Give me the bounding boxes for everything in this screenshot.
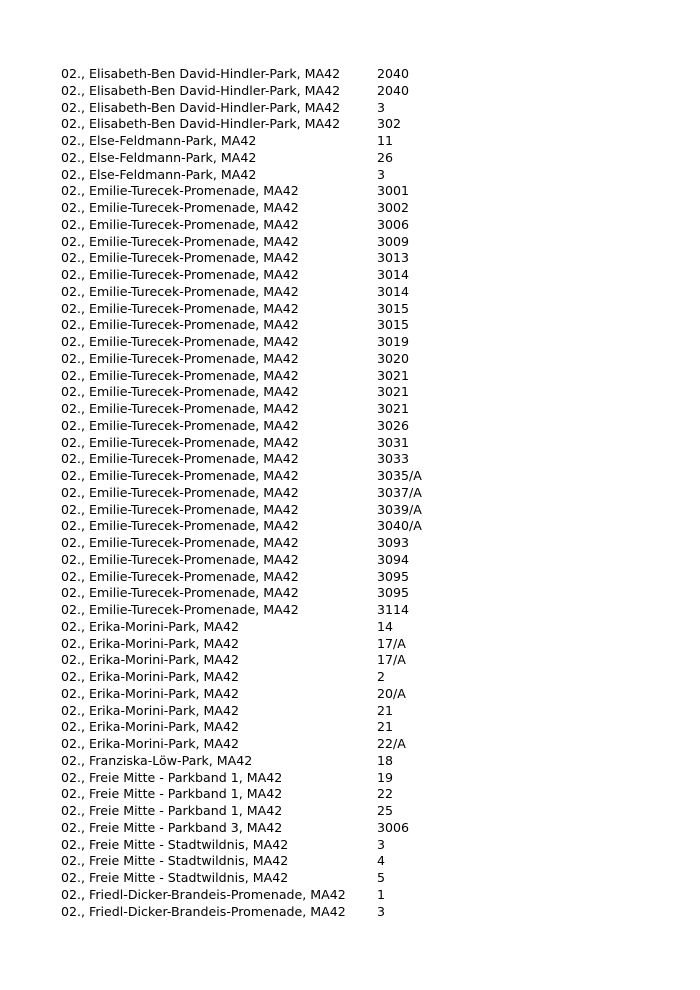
location-name: 02., Emilie-Turecek-Promenade, MA42 (61, 585, 299, 601)
list-item (61, 451, 621, 468)
location-name: 02., Emilie-Turecek-Promenade, MA42 (61, 501, 299, 517)
list-item (61, 719, 621, 736)
location-number: 18 (377, 752, 394, 768)
list-item (61, 66, 621, 83)
list-item (61, 518, 621, 535)
location-name: 02., Emilie-Turecek-Promenade, MA42 (61, 434, 299, 450)
location-name: 02., Erika-Morini-Park, MA42 (61, 736, 240, 751)
location-name: 02., Erika-Morini-Park, MA42 (61, 635, 240, 651)
location-name: 02., Emilie-Turecek-Promenade, MA42 (61, 200, 299, 215)
location-name: 02., Freie Mitte - Parkband 1, MA42 (61, 786, 283, 802)
list-item (61, 820, 621, 837)
location-number: 3021 (377, 367, 410, 383)
location-number: 3015 (377, 317, 410, 333)
location-name: 02., Elisabeth-Ben David-Hindler-Park, MA42 (61, 116, 341, 132)
location-name: 02., Freie Mitte - Stadtwildnis, MA42 (61, 870, 289, 885)
location-number: 2040 (377, 82, 410, 98)
location-number: 3006 (377, 216, 410, 232)
location-name: 02., Erika-Morini-Park, MA42 (61, 685, 240, 701)
location-number: 21 (377, 719, 394, 735)
location-number: 3095 (377, 585, 410, 601)
location-number: 3 (377, 903, 386, 919)
location-name: 02., Emilie-Turecek-Promenade, MA42 (61, 183, 299, 199)
location-number: 3039/A (377, 501, 422, 517)
location-name: 02., Elisabeth-Ben David-Hindler-Park, MA42 (61, 99, 341, 115)
location-name: 02., Erika-Morini-Park, MA42 (61, 719, 240, 735)
location-number: 3040/A (377, 518, 422, 534)
location-number: 3015 (377, 300, 410, 316)
location-number: 22 (377, 786, 394, 802)
location-name: 02., Erika-Morini-Park, MA42 (61, 669, 240, 684)
location-name: 02., Emilie-Turecek-Promenade, MA42 (61, 535, 299, 550)
list-item (61, 786, 621, 803)
location-name: 02., Emilie-Turecek-Promenade, MA42 (61, 401, 299, 416)
list-item (61, 753, 621, 770)
location-name: 02., Emilie-Turecek-Promenade, MA42 (61, 233, 299, 249)
list-item (61, 284, 621, 301)
location-name: 02., Emilie-Turecek-Promenade, MA42 (61, 568, 299, 584)
location-number: 3009 (377, 233, 410, 249)
location-name: 02., Friedl-Dicker-Brandeis-Promenade, MA42 (61, 886, 346, 902)
location-number: 3013 (377, 250, 410, 266)
location-number: 19 (377, 769, 394, 785)
list-item (61, 116, 621, 133)
location-number: 11 (377, 133, 394, 148)
list-item (61, 183, 621, 200)
location-number: 3002 (377, 200, 410, 215)
location-number: 17/A (377, 635, 406, 651)
location-number: 3 (377, 166, 386, 182)
location-name: 02., Freie Mitte - Stadtwildnis, MA42 (61, 836, 289, 852)
location-number: 3001 (377, 183, 410, 199)
location-number: 3020 (377, 350, 410, 366)
list-item (61, 636, 621, 653)
list-item (61, 703, 621, 720)
location-number: 3014 (377, 283, 410, 299)
list-item (61, 736, 621, 753)
location-number: 3014 (377, 267, 410, 282)
list-item (61, 619, 621, 636)
location-number: 3021 (377, 401, 410, 416)
location-name: 02., Erika-Morini-Park, MA42 (61, 652, 240, 668)
location-number: 3031 (377, 434, 410, 450)
list-item (61, 569, 621, 586)
list-item (61, 502, 621, 519)
location-number: 5 (377, 870, 386, 885)
location-number: 22/A (377, 736, 406, 751)
location-number: 1 (377, 886, 386, 902)
list-item (61, 384, 621, 401)
location-name: 02., Elisabeth-Ben David-Hindler-Park, MA42 (61, 66, 341, 81)
location-name: 02., Emilie-Turecek-Promenade, MA42 (61, 334, 299, 349)
location-name: 02., Emilie-Turecek-Promenade, MA42 (61, 384, 299, 400)
list-item (61, 535, 621, 552)
location-name: 02., Emilie-Turecek-Promenade, MA42 (61, 283, 299, 299)
location-name: 02., Emilie-Turecek-Promenade, MA42 (61, 518, 299, 534)
location-name: 02., Freie Mitte - Parkband 1, MA42 (61, 769, 283, 785)
location-name: 02., Franziska-Löw-Park, MA42 (61, 752, 253, 768)
location-number: 3006 (377, 819, 410, 835)
list-item (61, 602, 621, 619)
list-item (61, 167, 621, 184)
location-name: 02., Erika-Morini-Park, MA42 (61, 702, 240, 718)
location-name: 02., Freie Mitte - Stadtwildnis, MA42 (61, 853, 289, 869)
list-item (61, 150, 621, 167)
list-item (61, 686, 621, 703)
list-item (61, 585, 621, 602)
list-item (61, 837, 621, 854)
list-item (61, 803, 621, 820)
list-item (61, 904, 621, 921)
list-item (61, 317, 621, 334)
list-item (61, 217, 621, 234)
list-item (61, 853, 621, 870)
location-name: 02., Freie Mitte - Parkband 3, MA42 (61, 819, 283, 835)
location-number: 3093 (377, 535, 410, 550)
location-number: 3094 (377, 551, 410, 567)
list-item (61, 83, 621, 100)
list-item (61, 301, 621, 318)
location-name: 02., Else-Feldmann-Park, MA42 (61, 133, 257, 148)
list-item (61, 552, 621, 569)
location-name: 02., Emilie-Turecek-Promenade, MA42 (61, 468, 299, 483)
list-item (61, 485, 621, 502)
location-name: 02., Erika-Morini-Park, MA42 (61, 618, 240, 634)
location-number: 3037/A (377, 484, 422, 500)
location-name: 02., Freie Mitte - Parkband 1, MA42 (61, 803, 283, 818)
list-item (61, 267, 621, 284)
location-name: 02., Emilie-Turecek-Promenade, MA42 (61, 417, 299, 433)
location-name: 02., Emilie-Turecek-Promenade, MA42 (61, 484, 299, 500)
location-name: 02., Emilie-Turecek-Promenade, MA42 (61, 250, 299, 266)
location-name: 02., Emilie-Turecek-Promenade, MA42 (61, 267, 299, 282)
location-number: 2040 (377, 66, 410, 81)
location-number: 3019 (377, 334, 410, 349)
list-item (61, 234, 621, 251)
list-item (61, 652, 621, 669)
location-name: 02., Emilie-Turecek-Promenade, MA42 (61, 451, 299, 467)
location-name: 02., Else-Feldmann-Park, MA42 (61, 149, 257, 165)
location-name: 02., Elisabeth-Ben David-Hindler-Park, MA42 (61, 82, 341, 98)
location-number: 3 (377, 99, 386, 115)
list-item (61, 351, 621, 368)
location-number: 17/A (377, 652, 406, 668)
location-name: 02., Emilie-Turecek-Promenade, MA42 (61, 551, 299, 567)
list-item (61, 401, 621, 418)
location-list (61, 66, 621, 920)
location-name: 02., Emilie-Turecek-Promenade, MA42 (61, 216, 299, 232)
location-name: 02., Friedl-Dicker-Brandeis-Promenade, MA42 (61, 903, 346, 919)
list-item (61, 200, 621, 217)
list-item (61, 669, 621, 686)
list-item (61, 250, 621, 267)
location-number: 3114 (377, 602, 410, 617)
list-item (61, 468, 621, 485)
list-item (61, 100, 621, 117)
location-name: 02., Emilie-Turecek-Promenade, MA42 (61, 367, 299, 383)
location-number: 20/A (377, 685, 406, 701)
location-number: 3 (377, 836, 386, 852)
location-number: 3033 (377, 451, 410, 467)
location-number: 25 (377, 803, 394, 818)
list-item (61, 770, 621, 787)
location-number: 2 (377, 669, 386, 684)
list-item (61, 870, 621, 887)
list-item (61, 133, 621, 150)
location-number: 4 (377, 853, 386, 869)
location-number: 3035/A (377, 468, 422, 483)
location-name: 02., Emilie-Turecek-Promenade, MA42 (61, 350, 299, 366)
location-number: 302 (377, 116, 402, 132)
location-name: 02., Emilie-Turecek-Promenade, MA42 (61, 300, 299, 316)
location-number: 14 (377, 618, 394, 634)
list-item (61, 435, 621, 452)
location-name: 02., Emilie-Turecek-Promenade, MA42 (61, 602, 299, 617)
location-number: 3026 (377, 417, 410, 433)
list-item (61, 418, 621, 435)
location-number: 21 (377, 702, 394, 718)
location-number: 3095 (377, 568, 410, 584)
list-item (61, 887, 621, 904)
location-number: 3021 (377, 384, 410, 400)
location-number: 26 (377, 149, 394, 165)
location-name: 02., Emilie-Turecek-Promenade, MA42 (61, 317, 299, 333)
location-name: 02., Else-Feldmann-Park, MA42 (61, 166, 257, 182)
list-item (61, 334, 621, 351)
list-item (61, 368, 621, 385)
